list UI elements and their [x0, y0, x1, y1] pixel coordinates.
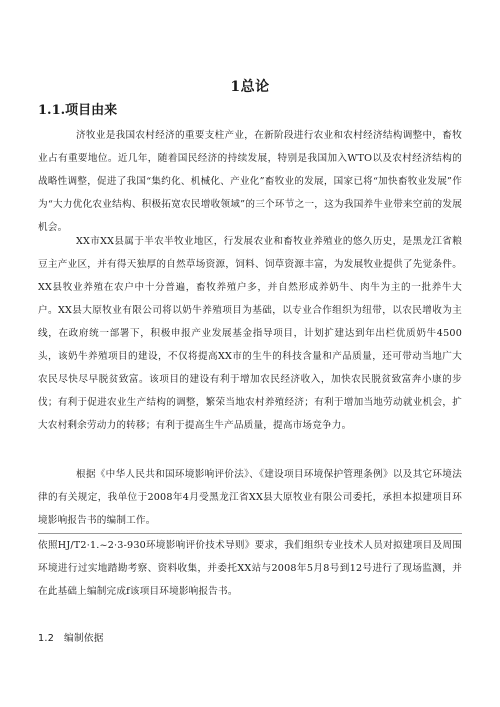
- chapter-title: 1总论: [230, 79, 270, 95]
- paragraph-county-background: [38, 230, 462, 437]
- paragraph-text: 根据《中华人民共和国环境影响评价法》、《建设项目环境保护管理条例》以及其它环境法律的有关规定，我单位于2008年4月受黑龙江省XX县大原牧业有限公司委托，承担本拟建项目环境影响报告书的编制工作。: [38, 469, 462, 526]
- paragraph-legal-basis: [38, 463, 462, 532]
- paragraph-text: 依照HJ/T2·1.~2·3-930环境影响评价技术导则》要求，我们组织专业技术人员对拟建项目及周围环境进行过实地踏勘考察、资料收集，并委托XX站与2008年5月8号到12号进行了现场监测，并在此基础上编制完成f该项目环境影响报告书。: [38, 540, 462, 597]
- paragraph-assessment-procedure: [38, 534, 462, 603]
- paragraph-text: XX市XX县属于半农半牧业地区，行发展农业和畜牧业养殖业的悠久历史，是黑龙江省粮豆主产业区，并有得天独厚的自然草场资源，饲料、饲草资源丰富，为发展牧业提供了先觉条件。XX县牧业养殖在农户中十分普遍，畜牧养殖户多，并自然形成养奶牛、肉牛为主的一批养牛大户。XX县大原牧业有限公司将以奶牛养殖项目为基础，以专业合作组织为纽带，以农民增收为主线，在政府统一部署下，积极申报产业发展基金指导项目，计划扩建达到年出栏优质奶牛4500头，该奶牛养殖项目的建设，不仅将提高XX市的生牛的科技含量和产品质量，还可带动当地广大农民尽快尽早脱贫致富。该项目的建设有利于增加农民经济收入，加快农民脱贫致富奔小康的步伐；有利于促进农业生产结构的调整，繁荣当地农村养殖经济；有利于增加当地劳动就业机会，扩大农村剩余劳动力的转移；有利于提高生牛产品质量，提高市场竞争力。: [38, 236, 462, 431]
- paragraph-text: 济牧业是我国农村经济的重要支柱产业，在新阶段进行农业和农村经济结构调整中，畜牧业占有重要地位。近几年，随着国民经济的持续发展，特别是我国加入WTO以及农村经济结构的战略性调整，促进了我国“集约化、机械化、产业化”畜牧业的发展，国家已将“加快畜牧业发展”作为“大力优化农业结构、积极拓宽农民增收领域”的三个环节之一，这为我国养牛业带来空前的发展机会。: [38, 130, 462, 233]
- section-heading-compilation-basis: 1.2 编制依据: [38, 633, 104, 644]
- paragraph-animal-husbandry-importance: [38, 124, 462, 239]
- section-heading-project-origin: 1.1.项目由来: [38, 103, 118, 118]
